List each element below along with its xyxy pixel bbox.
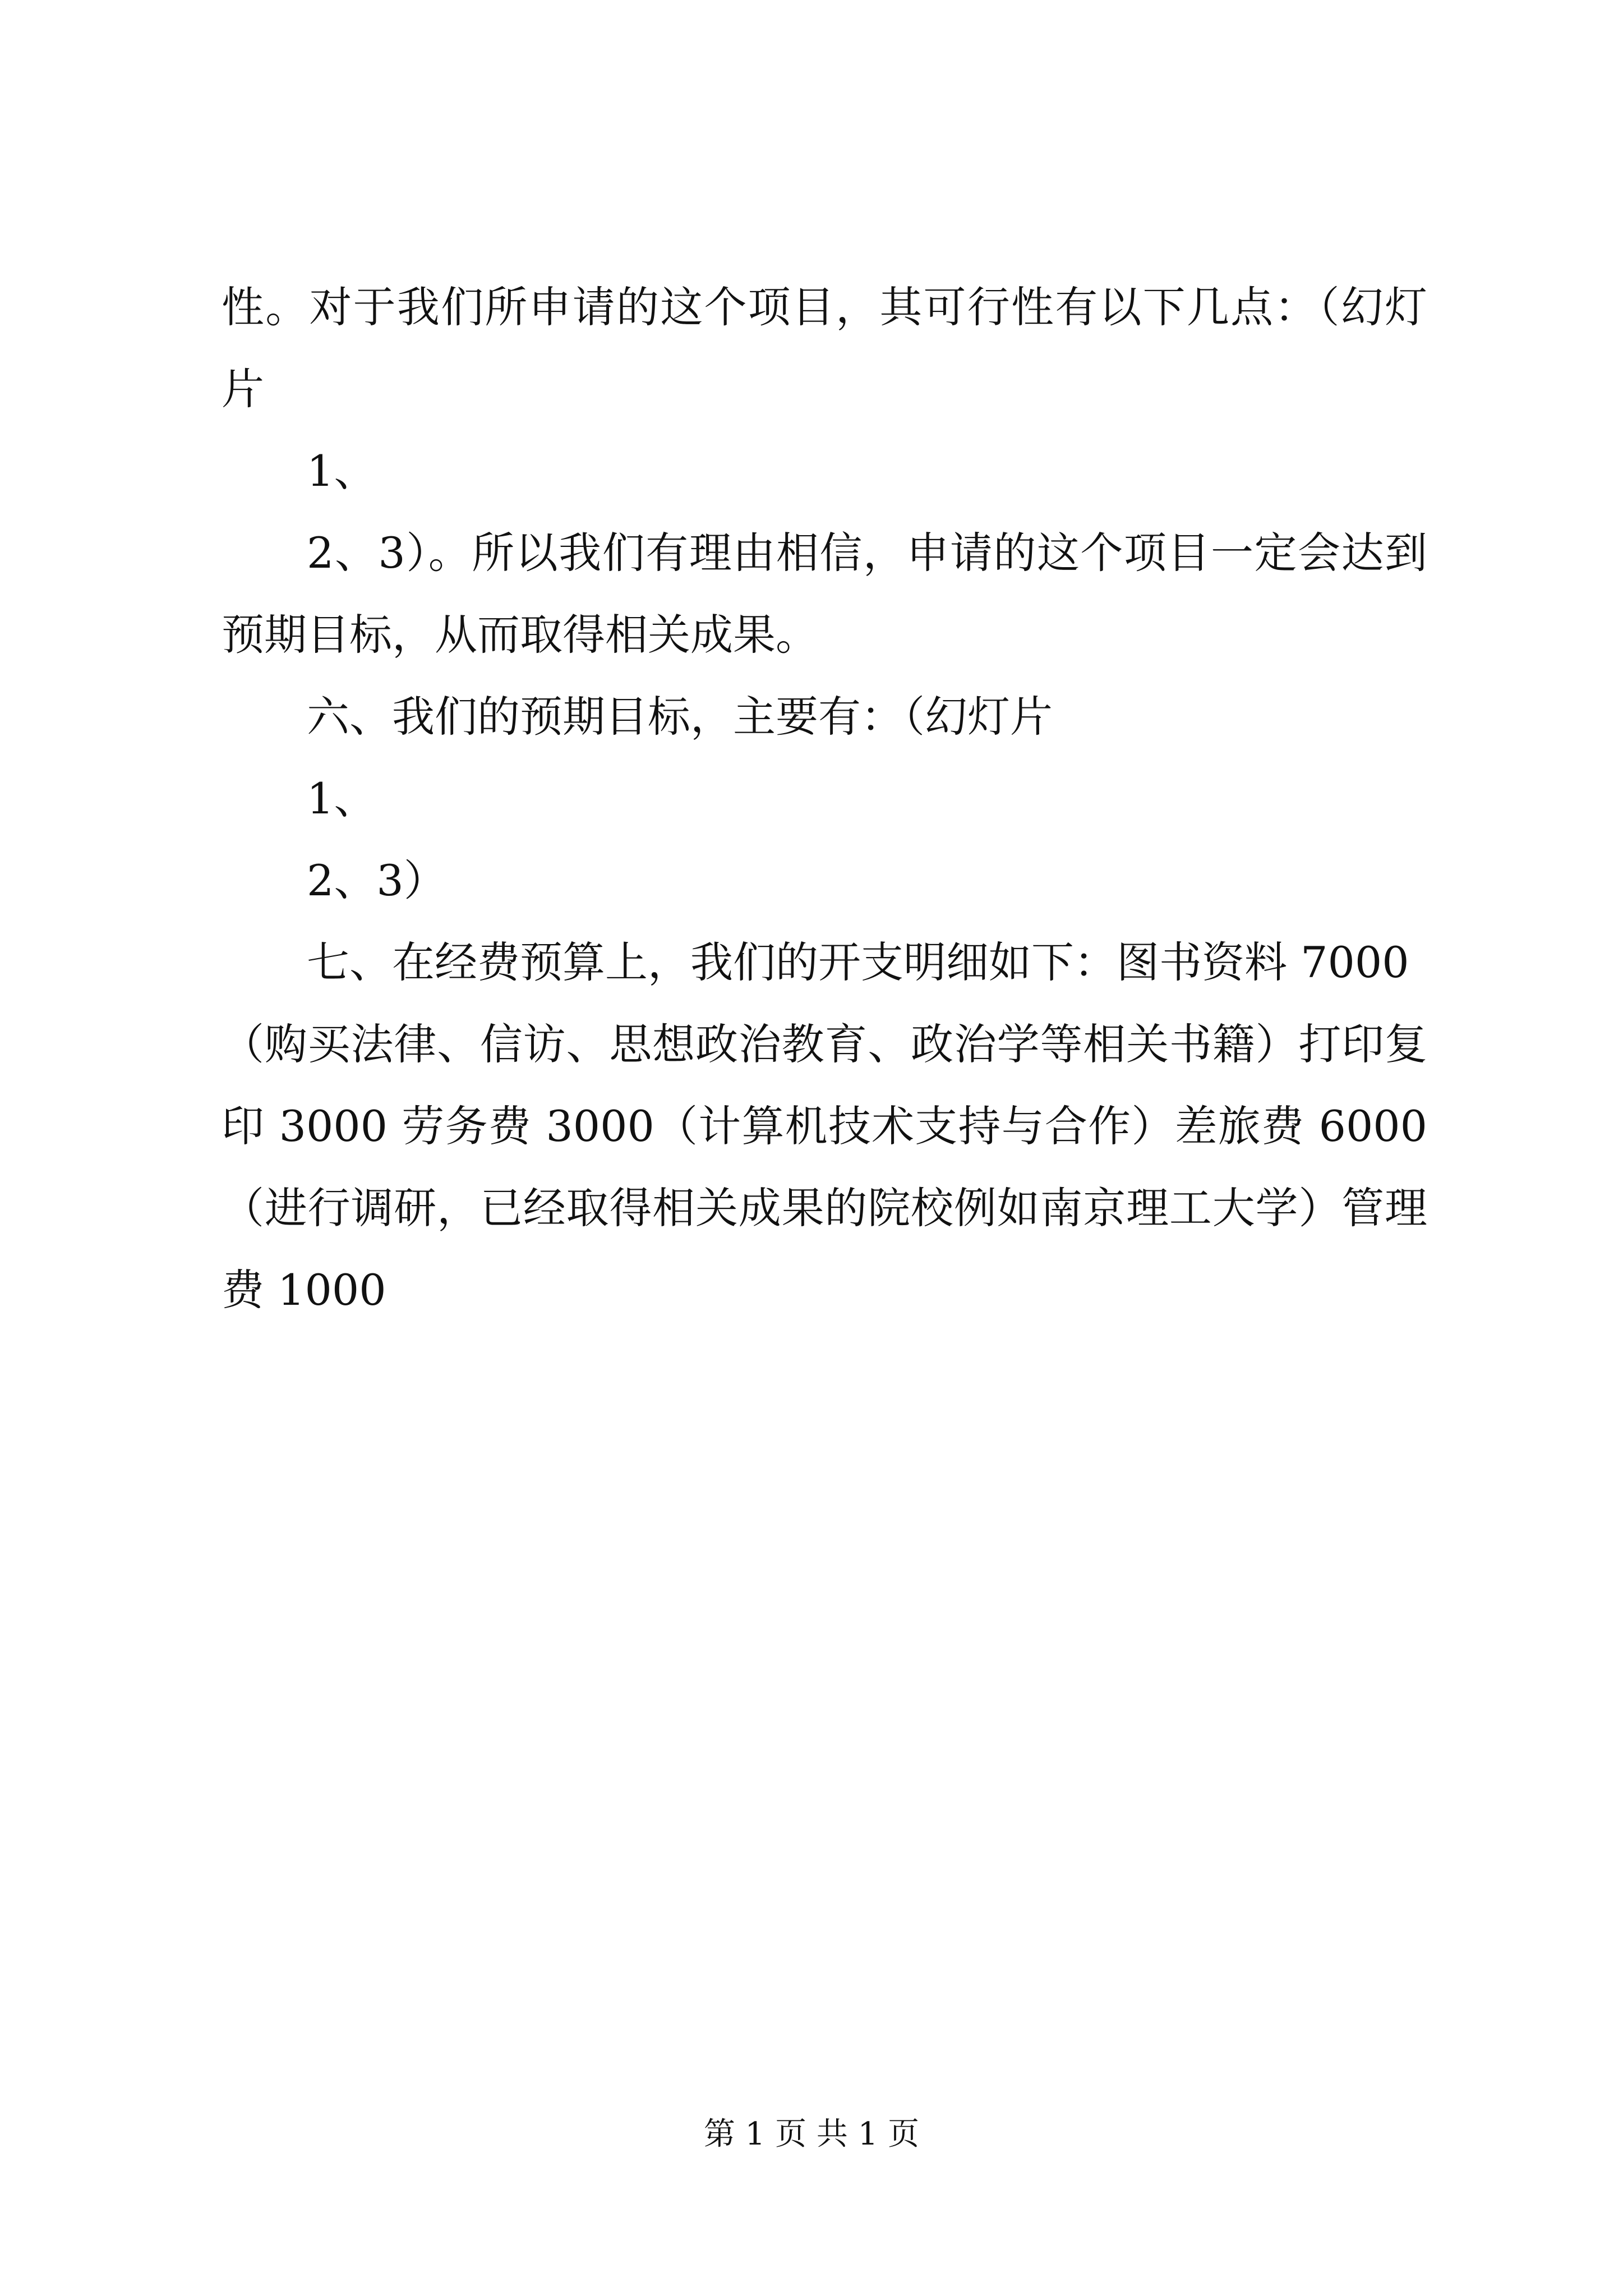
document-body: [222, 266, 1427, 1331]
paragraph-goal-item-2-3: 2、3）: [307, 855, 446, 905]
paragraph-section-six: 六、我们的预期目标，主要有：（幻灯片: [307, 692, 1053, 742]
paragraph-budget-details: （购买法律、信访、思想政治教育、政治学等相关书籍）打印复印 3000 劳务费 3000（计算机技术支持与合作）差旅费 6000（进行调研，已经取得相关成果的院校例如南京理工大学）管理费 1000: [222, 1019, 1427, 1315]
paragraph-item-1: 1、: [307, 446, 377, 496]
paragraph-section-seven: 七、在经费预算上，我们的开支明细如下：图书资料 7000: [307, 937, 1409, 987]
paragraph-conclusion: 2、3）。所以我们有理由相信，申请的这个项目一定会达到预期目标，从而取得相关成果。: [222, 528, 1427, 660]
paragraph-feasibility: 性。对于我们所申请的这个项目，其可行性有以下几点：（幻灯片: [222, 282, 1427, 414]
page-footer: 第 1 页 共 1 页: [703, 2116, 920, 2152]
paragraph-goal-item-1: 1、: [307, 774, 377, 823]
